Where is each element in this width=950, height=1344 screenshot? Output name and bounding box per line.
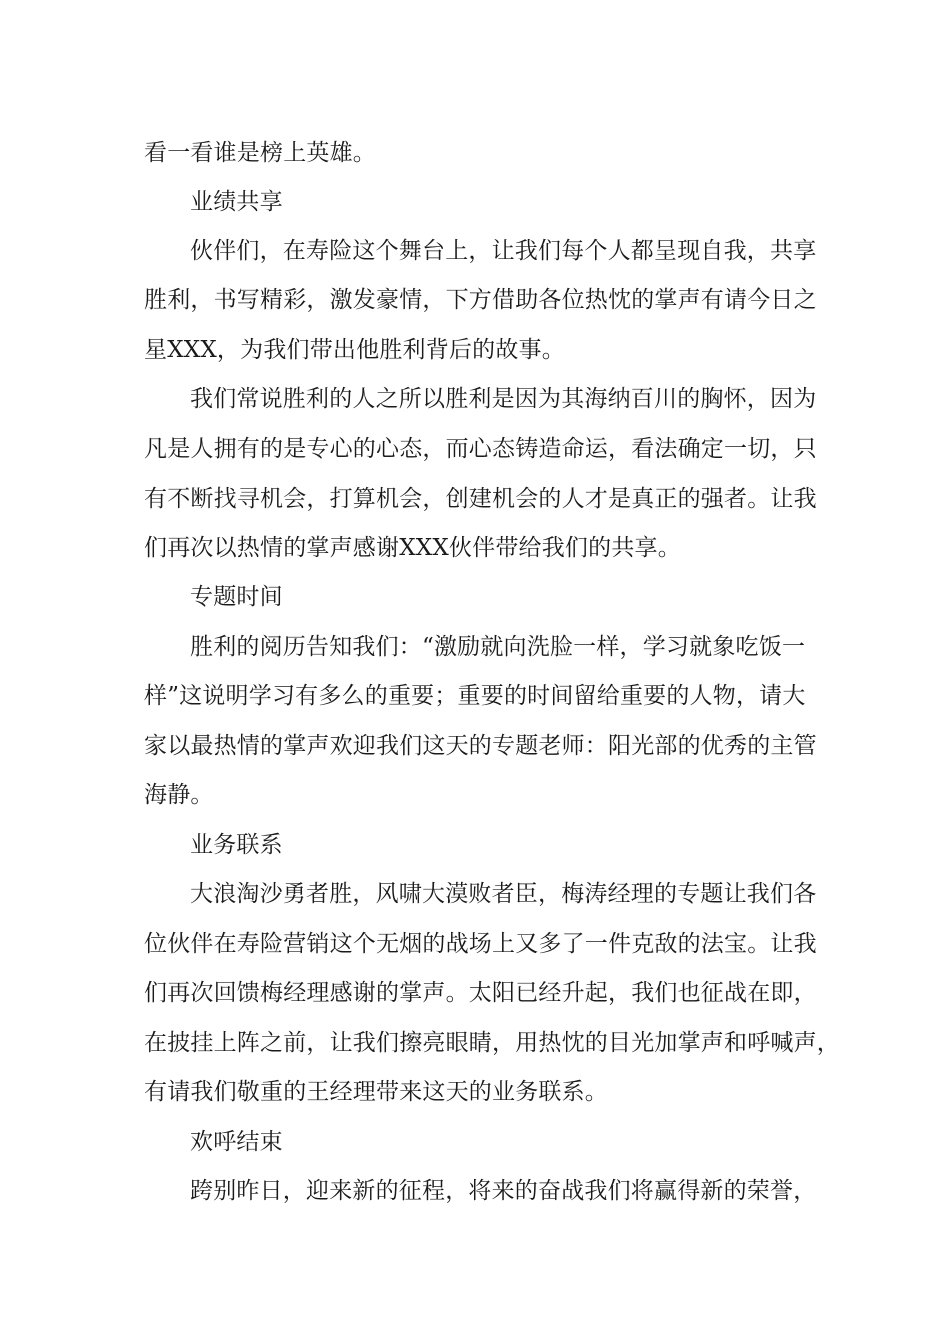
section-heading-performance-share: 业绩共享 <box>190 189 283 215</box>
section-heading-cheer-end: 欢呼结束 <box>190 1129 283 1155</box>
text-line: 看一看谁是榜上英雄。 <box>144 140 376 166</box>
text-line: 胜利的阅历告知我们：“激励就向洗脸一样，学习就象吃饭一 <box>190 634 806 660</box>
text-line: 有不断找寻机会，打算机会，创建机会的人才是真正的强者。让我 <box>144 486 817 512</box>
text-line: 伙伴们，在寿险这个舞台上，让我们每个人都呈现自我，共享 <box>190 238 817 264</box>
text-line: 胜利，书写精彩，激发豪情，下方借助各位热忱的掌声有请今日之 <box>144 287 817 313</box>
text-line: 跨别昨日，迎来新的征程，将来的奋战我们将赢得新的荣誉， <box>190 1178 817 1204</box>
text-line: 们再次回馈梅经理感谢的掌声。太阳已经升起，我们也征战在即， <box>144 980 817 1006</box>
text-line: 大浪淘沙勇者胜，风啸大漠败者臣，梅涛经理的专题让我们各 <box>190 881 817 907</box>
text-line: 们再次以热情的掌声感谢XXX伙伴带给我们的共享。 <box>144 535 681 561</box>
section-heading-special-topic: 专题时间 <box>190 584 283 610</box>
text-line: 有请我们敬重的王经理带来这天的业务联系。 <box>144 1079 608 1105</box>
text-line: 位伙伴在寿险营销这个无烟的战场上又多了一件克敌的法宝。让我 <box>144 931 817 957</box>
text-line: 凡是人拥有的是专心的心态，而心态铸造命运，看法确定一切，只 <box>144 436 817 462</box>
text-line: 家以最热情的掌声欢迎我们这天的专题老师：阳光部的优秀的主管 <box>144 733 817 759</box>
text-line: 星XXX，为我们带出他胜利背后的故事。 <box>144 337 565 363</box>
text-line: 我们常说胜利的人之所以胜利是因为其海纳百川的胸怀，因为 <box>190 386 817 412</box>
section-heading-business-contact: 业务联系 <box>190 832 283 858</box>
text-line: 海静。 <box>144 782 214 808</box>
text-line: 样”这说明学习有多么的重要；重要的时间留给重要的人物，请大 <box>144 683 806 709</box>
text-line: 在披挂上阵之前，让我们擦亮眼睛，用热忱的目光加掌声和呼喊声， <box>144 1030 840 1056</box>
